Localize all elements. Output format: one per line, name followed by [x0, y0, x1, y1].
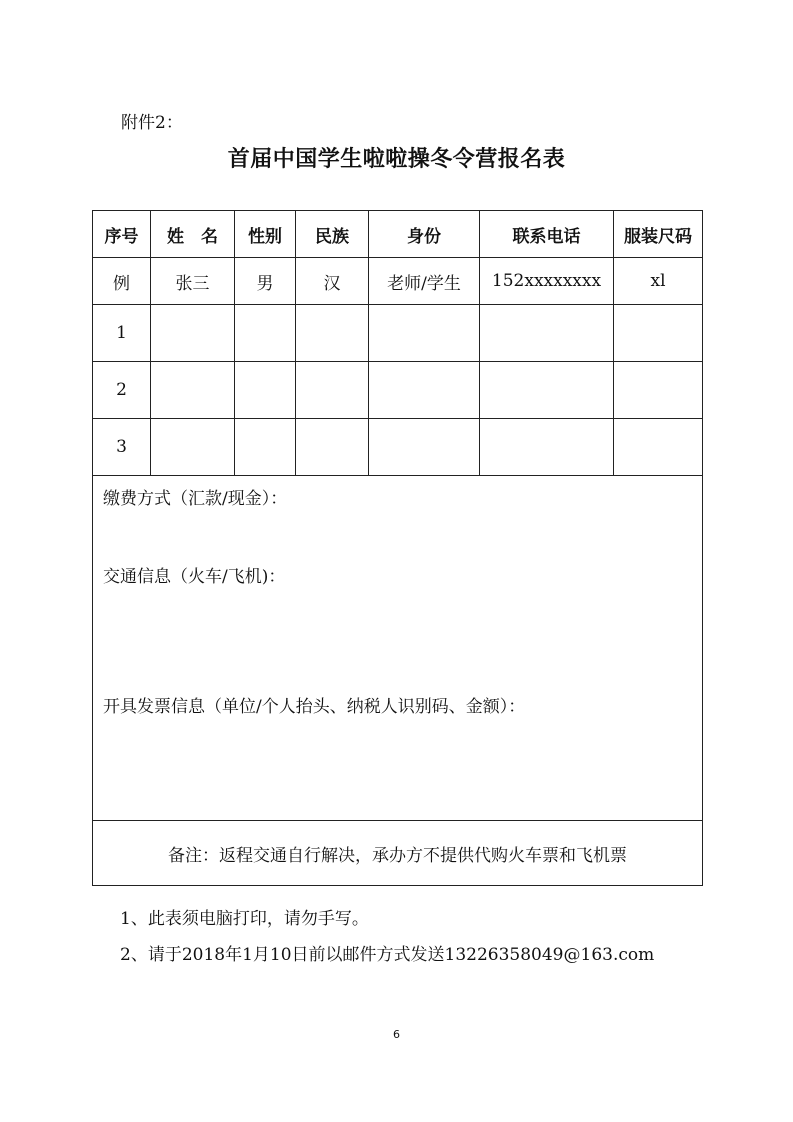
- example-clothing-size: xl: [614, 258, 703, 305]
- phone-cell[interactable]: [480, 362, 614, 419]
- table-row: [93, 419, 703, 476]
- clothing-size-cell[interactable]: [614, 362, 703, 419]
- gender-cell[interactable]: [235, 362, 296, 419]
- phone-cell[interactable]: [480, 305, 614, 362]
- name-cell[interactable]: [151, 305, 235, 362]
- note-line-1: 1、此表须电脑打印，请勿手写。: [120, 909, 369, 929]
- page-number: 6: [393, 1028, 400, 1041]
- registration-table: [92, 210, 703, 886]
- table-row: [93, 362, 703, 419]
- header-serial: 序号: [93, 211, 151, 258]
- example-name: 张三: [151, 258, 235, 305]
- gender-cell[interactable]: [235, 419, 296, 476]
- row-number: 3: [93, 419, 151, 476]
- header-row: [93, 211, 703, 258]
- identity-cell[interactable]: [369, 305, 480, 362]
- example-ethnicity: 汉: [296, 258, 369, 305]
- name-cell[interactable]: [151, 419, 235, 476]
- header-identity: 身份: [369, 211, 480, 258]
- name-cell[interactable]: [151, 362, 235, 419]
- attachment-label: 附件2：: [121, 113, 183, 133]
- example-phone: 152xxxxxxxx: [480, 258, 614, 305]
- header-phone: 联系电话: [480, 211, 614, 258]
- info-row: [93, 476, 703, 821]
- ethnicity-cell[interactable]: [296, 419, 369, 476]
- example-identity: 老师/学生: [369, 258, 480, 305]
- header-gender: 性别: [235, 211, 296, 258]
- remark-row: [93, 821, 703, 886]
- remark-text: 备注：返程交通自行解决，承办方不提供代购火车票和飞机票: [93, 821, 703, 886]
- form-title: 首届中国学生啦啦操冬令营报名表: [227, 147, 566, 172]
- ethnicity-cell[interactable]: [296, 305, 369, 362]
- example-serial: 例: [93, 258, 151, 305]
- note-line-2: 2、请于2018年1月10日前以邮件方式发送13226358049@163.com: [120, 945, 655, 965]
- identity-cell[interactable]: [369, 362, 480, 419]
- payment-method-label: 缴费方式（汇款/现金）：: [103, 489, 288, 509]
- header-name: 姓 名: [151, 211, 235, 258]
- header-clothing-size: 服装尺码: [614, 211, 703, 258]
- row-number: 1: [93, 305, 151, 362]
- example-row: [93, 258, 703, 305]
- transport-info-label: 交通信息（火车/飞机)：: [103, 567, 286, 587]
- identity-cell[interactable]: [369, 419, 480, 476]
- header-ethnicity: 民族: [296, 211, 369, 258]
- gender-cell[interactable]: [235, 305, 296, 362]
- example-gender: 男: [235, 258, 296, 305]
- row-number: 2: [93, 362, 151, 419]
- clothing-size-cell[interactable]: [614, 419, 703, 476]
- invoice-info-label: 开具发票信息（单位/个人抬头、纳税人识别码、金额）：: [103, 697, 526, 717]
- info-cell[interactable]: [93, 476, 703, 821]
- table-row: [93, 305, 703, 362]
- phone-cell[interactable]: [480, 419, 614, 476]
- ethnicity-cell[interactable]: [296, 362, 369, 419]
- clothing-size-cell[interactable]: [614, 305, 703, 362]
